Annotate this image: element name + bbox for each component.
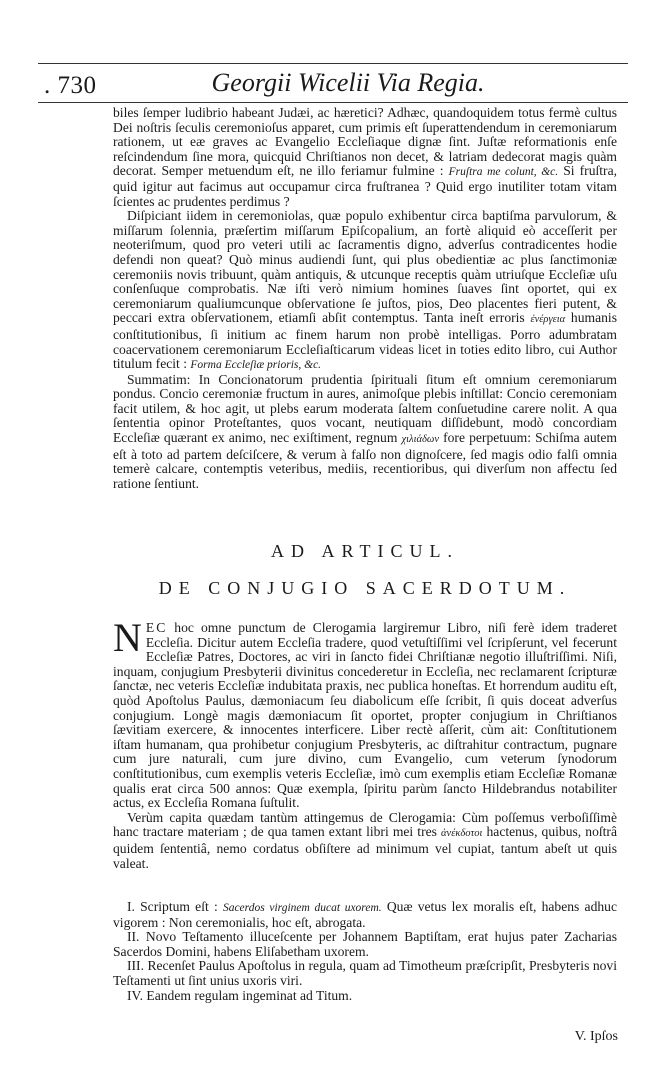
greek-word: ἐνέργεια (530, 314, 566, 326)
section-heading-2: DE CONJUGIO SACERDOTUM. (158, 578, 572, 598)
text-run: biles ſemper ludibrio habeant Judæi, ac hæretici? Adhæc, quandoquidem totus fermè cultus Dei noſtris ſeculis ceremonioſus apparet, cum primis eſt ſuperattendendum in ceremoniarum rationem, ut eæ graves ac Evangelio Eccleſiaque dignæ ſint. Juſtæ reformationis enſe reſcindendum ſine mora, quicquid Chriſtianos non decet, & latriam dedecorat magis quàm decorat. Semper metuendum eſt, ne illo feriamur fulmine : (113, 105, 617, 179)
greek-word: χιλιάδων (401, 434, 439, 446)
list-item: III. Recenſet Paulus Apoſtolus in regula, quam ad Timotheum præſcripſit, Presbyteris novi Teſtamenti ut ſint unius uxoris viri. (113, 958, 617, 988)
page-header (38, 66, 628, 102)
numbered-points (113, 900, 617, 1003)
header-rule-bottom (38, 102, 628, 103)
paragraph (113, 615, 617, 811)
header-rule-top (38, 63, 628, 64)
italic-quote: Sacerdos virginem ducat uxorem. (222, 902, 382, 914)
text-run: Verùm capita quædam tantùm attingemus de Clerogamia: Cùm poſſemus verboſiſſimè hanc tractare materiam ; de qua tamen extant libri mei tres (113, 809, 617, 840)
text-run: Summatim: In Concionatorum prudentia ſpirituali ſitum eſt omnium ceremoniarum pondus. Concio ceremoniæ fructum in aures, animoſque plebis inſtillat: Concio ceremoniam facit utilem, & hoc agit, ut plebs earum moderata ſaltem conſuetudine carere nolit. A qua ſententia opinor Proteſtantes, quos vocant, neutiquam diſſidebunt, modò concordiam Eccleſiæ quærant ex animo, nec exiſtiment, regnum (113, 371, 617, 446)
drop-cap: N (113, 615, 142, 660)
text-run: humanis conſtitutionibus, ſi initium ac finem harum non probè intelligas. Porro adumbratam coacervationem ceremoniarum Eccleſiaſticarum videas licet in toties edito libro, cui Author titulum fecit : (113, 310, 617, 372)
list-item: II. Novo Teſtamento illuceſcente per Johannem Baptiſtam, erat hujus pater Zacharias Sacerdos Domini, habens Eliſabetham uxorem. (113, 929, 617, 959)
list-item (113, 900, 617, 930)
text-run: hactenus, quibus, noſtrâ quidem ſententiâ, nemo cordatus obſiſtere ad minimum vel cupiat, tantum abeſt ut quis valeat. (113, 824, 617, 871)
paragraph (113, 811, 617, 871)
section-heading-1: AD ARTICUL. (271, 541, 459, 561)
first-words: EC (145, 620, 168, 635)
paragraph (113, 209, 617, 373)
text-run: Quæ vetus lex moralis eſt, habens adhuc vigorem : Non ceremonialis, hoc eſt, abrogata. (113, 899, 617, 930)
italic-quote: Fruſtra me colunt, &c. (448, 166, 559, 179)
text-run: Si fruſtra, quid igitur aut facimus aut occupamur circa fruſtranea ? Quid ergo inutiliter totam vitam ſcientes ac prudentes perdimus ? (113, 163, 618, 209)
italic-title: Forma Eccleſiæ prioris, &c. (190, 359, 322, 372)
greek-word: ἀνέκδοτοι (441, 828, 483, 840)
running-title: Georgii Wicelii Via Regia. (211, 68, 485, 97)
text-run: fore perpetuum: Schiſma autem eſt à toto ad partem deſciſcere, & verum à falſo non dignoſcere, ſed magis odio falſi omnia temerè calcare, contemptis veteribus, mediis, recentioribus, qui diverſum non affectu ſed ratione ſentiunt. (113, 430, 618, 491)
list-item: IV. Eandem regulam ingeminat ad Titum. (127, 987, 353, 1003)
section-ceremonies (113, 106, 617, 491)
text-run: hoc omne punctum de Clerogamia largiremur Libro, niſi ferè idem traderet Eccleſia. Dicitur autem Eccleſia tradere, quod vetuſtiſſimi vel ſcripſerunt, vel fecerunt Eccleſiæ Patres, Doctores, ac viri in ſancto fidei Chriſtianæ negotio illuſtriſſimi. Niſi, inquam, conjugium Presbyterii divinitus concederetur in Eccleſia, nec reclamarent ſcripturæ ſanctæ, nec veteris Eccleſiæ indubitata praxis, nec publica honeſtas. Et horrendum auditu eſt, quòd Apoſtolus Paulus, dæmoniacum ſeu diabolicum eſſe ſcribit, ſi quis doceat adverſus conjugium. Longè magis dæmoniacum ſit oportet, propter conjugium in Chriſtianos ſævitiam exercere, & innocentes interficere. Liber rectè aſſerit, cùm ait: Conſtitutionem iſtam humanam, qua prohibetur conjugium Presbyteris, ac diſtrahitur contractum, pugnare cum jure naturali, cum jure divino, cum Evangelio, cum veterum ſynodorum conſtitutionibus, cum exemplis veteris Eccleſiæ, imò cum exemplis etiam Eccleſiæ Romanæ qualis erat circa 500 annos: Quæ exempla, ſpiritu parùm ſancto Hildebrandus notabiliter actus, ex Eccleſia Romana ſuſtulit. (113, 620, 617, 811)
paragraph (113, 373, 617, 492)
text-run: Diſpiciant iidem in ceremoniolas, quæ populo exhibentur circa baptiſma parvulorum, & miſſarum ſolennia, præſertim miſſarum Epiſcopalium, an fortè aliquid eò acceſſerit per neoteriſmum, quod pro veteri utili ac ſacramentis digno, adverſus contradicentes hodie defendi non queat? Quò minus audiendi ſunt, qui plus obedientiæ ac plus ſanctimoniæ ceremoniis novis tribuunt, quàm antiquis, & utcunque receptis quàm utriuſque Eccleſiæ uſu conſenſuque comprobatis. Næ iſti verò nimium homines ſuaves ſint oportet, qui ex ceremoniarum qualiumcunque obſervatione ſe juſtos, pios, Deo placentes fieri putent, & peccari extra obſervationem, etiamſi abſit contemptus. Tanta ineſt erroris (113, 208, 617, 326)
page-number: . 730 (44, 72, 97, 99)
section-clerogamy (113, 615, 617, 871)
text-run: I. Scriptum eſt : (127, 899, 223, 914)
catchword: V. Ipſos (574, 1029, 618, 1044)
paragraph (113, 106, 617, 209)
